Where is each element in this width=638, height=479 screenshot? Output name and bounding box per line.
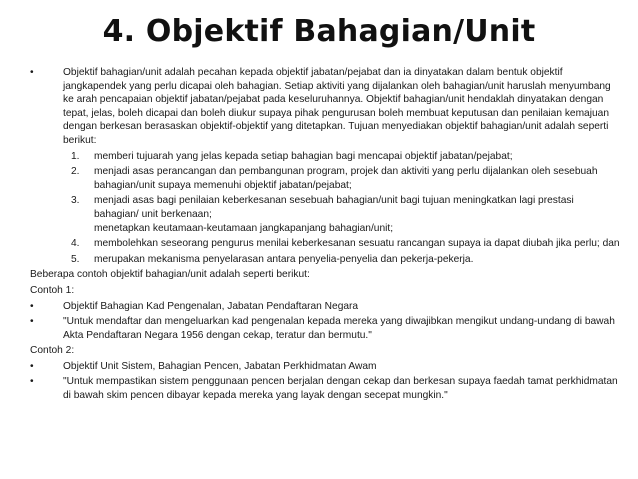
purpose-text: membolehkan seseorang pengurus menilai keberkesanan sesuatu rancangan supaya ia dapat diubah jika perlu; dan [94,238,620,250]
bullet-icon: • [30,67,34,78]
purpose-text-group [94,194,620,235]
example-text: Objektif Unit Sistem, Bahagian Pencen, Jabatan Perkhidmatan Awam [63,360,377,372]
purpose-number: 5. [71,253,80,265]
example-1-label: Contoh 1: [30,284,75,296]
bullet-icon: • [30,360,34,372]
example-2-item-1 [30,360,620,374]
bullet-icon: • [30,316,34,328]
purpose-item-4 [71,237,620,251]
example-1-item-2 [30,315,620,342]
purpose-number: 3. [71,195,80,207]
example-2-label: Contoh 2: [30,345,75,357]
purpose-text: menetapkan keutamaan-keutamaan jangkapanjang bahagian/unit; [94,222,394,234]
purpose-text: menjadi asas bagi penilaian keberkesanan sesebuah bahagian/unit bagi tujuan meningkatkan lagi prestasi bahagian/ unit berkenaan; [94,195,574,220]
example-text: "Untuk mempastikan sistem penggunaan pencen berjalan dengan cekap dan berkesan supaya faedah tamat perkhidmatan di bawah skim pencen dibayar kepada mereka yang layak dengan secepat mungkin." [63,376,618,402]
purpose-text: memberi tujuarah yang jelas kepada setiap bahagian bagi mencapai objektif jabatan/pejabat; [94,150,513,162]
purpose-item-1 [71,150,620,164]
purpose-number: 1. [71,150,80,162]
example-text: "Untuk mendaftar dan mengeluarkan kad pengenalan kepada mereka yang diwajibkan mengikut undang-undang di bawah Akta Pendaftaran Negara 1956 dengan cekap, teratur dan bermutu." [63,316,615,341]
intro-text: Objektif bahagian/unit adalah pecahan kepada objektif jabatan/pejabat dan ia dinyatakan dalam bentuk objektif jangkapendek yang perlu dicapai oleh bahagian. Setiap aktiviti yang dijalankan oleh bahagian/unit haruslah menyumbang ke arah pencapaian objektif jabatan/pejabat pada keseluruhannya. Objektif bahagian/unit hendaklah dinyatakan dengan tepat, jelas, boleh dicapai dan boleh diukur supaya pihak pengurusan boleh membuat keputusan dan penilaian kemajuan dengan berkesan berasaskan objektif-objektif yang ditetapkan. Tujuan menyediakan objektif bahagian/unit adalah seperti berikut: [63,67,611,146]
intro-paragraph [30,66,620,148]
purpose-number: 4. [71,238,80,250]
purpose-item-2 [71,165,620,192]
example-text: Objektif Bahagian Kad Pengenalan, Jabatan Pendaftaran Negara [63,300,359,312]
purpose-item-5 [71,253,620,267]
purpose-number: 2. [71,166,80,178]
purpose-text: menjadi asas perancangan dan pembangunan program, projek dan aktiviti yang perlu dijalankan oleh sesebuah bahagian/unit supaya memenuhi objektif jabatan/pejabat; [94,166,598,191]
bullet-icon: • [30,300,34,312]
examples-intro: Beberapa contoh objektif bahagian/unit adalah seperti berikut: [30,269,310,281]
example-1-item-1 [30,300,620,314]
purpose-text: merupakan mekanisma penyelarasan antara penyelia-penyelia dan pekerja-pekerja. [94,253,474,265]
purpose-item-3 [71,194,620,235]
slide-body [30,66,620,403]
example-2-item-2 [30,375,620,402]
slide-title: 4. Objektif Bahagian/Unit [102,14,536,49]
bullet-icon: • [30,376,34,388]
